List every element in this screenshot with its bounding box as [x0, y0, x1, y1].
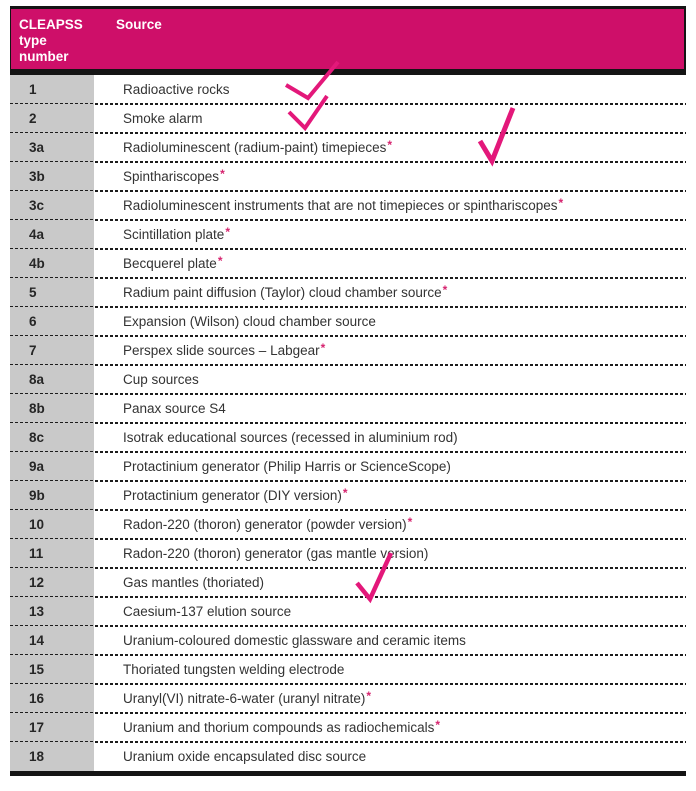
asterisk-marker: *	[220, 166, 225, 181]
source-cell	[94, 307, 686, 336]
source-text: Radon-220 (thoron) generator (powder version)	[123, 517, 407, 532]
type-number-cell: 9b	[10, 481, 94, 510]
source-cell	[94, 539, 686, 568]
type-number-cell: 3b	[10, 162, 94, 191]
table-row	[10, 307, 686, 336]
table-row	[10, 481, 686, 510]
table-row	[10, 75, 686, 104]
table-row	[10, 249, 686, 278]
source-text: Radioactive rocks	[123, 82, 230, 97]
header-cell-source: Source	[116, 17, 162, 32]
source-cell	[94, 481, 686, 510]
table-row	[10, 133, 686, 162]
source-cell	[94, 452, 686, 481]
table-row	[10, 597, 686, 626]
type-number-cell: 18	[10, 742, 94, 771]
table-row	[10, 336, 686, 365]
source-cell	[94, 568, 686, 597]
type-number-cell: 4a	[10, 220, 94, 249]
source-cell	[94, 510, 686, 539]
source-cell	[94, 75, 686, 104]
asterisk-marker: *	[387, 137, 393, 152]
table-row	[10, 568, 686, 597]
source-cell	[94, 597, 686, 626]
table-row	[10, 365, 686, 394]
source-text: Isotrak educational sources (recessed in aluminium rod)	[123, 430, 458, 445]
table-row	[10, 191, 686, 220]
source-cell	[94, 162, 686, 191]
source-cell	[94, 336, 686, 365]
source-cell	[94, 249, 686, 278]
source-text: Scintillation plate	[123, 227, 225, 242]
type-number-cell: 7	[10, 336, 94, 365]
type-number-cell: 16	[10, 684, 94, 713]
type-number-cell: 13	[10, 597, 94, 626]
type-number-cell: 1	[10, 75, 94, 104]
source-cell	[94, 220, 686, 249]
source-cell	[94, 394, 686, 423]
source-text: Cup sources	[123, 372, 199, 387]
type-number-cell: 11	[10, 539, 94, 568]
source-text: Becquerel plate	[123, 256, 217, 271]
asterisk-marker: *	[407, 514, 413, 529]
table-row	[10, 423, 686, 452]
source-cell	[94, 626, 686, 655]
source-text: Expansion (Wilson) cloud chamber source	[123, 314, 376, 329]
source-cell	[94, 742, 686, 771]
table-row	[10, 684, 686, 713]
source-text: Caesium-137 elution source	[123, 604, 292, 619]
table-row	[10, 394, 686, 423]
source-text: Radioluminescent (radium-paint) timepieces	[123, 140, 387, 155]
table-row	[10, 104, 686, 133]
type-number-cell: 9a	[10, 452, 94, 481]
table-header-row	[10, 6, 686, 75]
source-text: Uranium oxide encapsulated disc source	[123, 749, 367, 764]
source-text: Radioluminescent instruments that are not timepieces or spinthariscopes	[123, 198, 558, 213]
type-number-cell: 8c	[10, 423, 94, 452]
source-text: Panax source S4	[123, 401, 226, 416]
table-body	[10, 75, 686, 776]
source-cell	[94, 655, 686, 684]
table-row	[10, 278, 686, 307]
source-text: Uranium-coloured domestic glassware and ceramic items	[123, 633, 466, 648]
source-cell	[94, 104, 686, 133]
source-cell	[94, 133, 686, 162]
table-row	[10, 220, 686, 249]
source-cell	[94, 713, 686, 742]
source-text: Uranium and thorium compounds as radiochemicals	[123, 720, 435, 735]
table-row	[10, 510, 686, 539]
type-number-cell: 14	[10, 626, 94, 655]
source-cell	[94, 684, 686, 713]
source-cell	[94, 191, 686, 220]
table-row	[10, 655, 686, 684]
source-text: Spinthariscopes	[123, 169, 220, 184]
asterisk-marker: *	[320, 340, 326, 355]
source-text: Radon-220 (thoron) generator (gas mantle version)	[123, 546, 429, 561]
type-number-cell: 6	[10, 307, 94, 336]
type-number-cell: 5	[10, 278, 94, 307]
asterisk-marker: *	[342, 485, 348, 500]
asterisk-marker: *	[225, 224, 230, 239]
source-cell	[94, 423, 686, 452]
type-number-cell: 10	[10, 510, 94, 539]
type-number-cell: 4b	[10, 249, 94, 278]
type-number-cell: 8b	[10, 394, 94, 423]
header-cell-type-number: CLEAPSS type number	[19, 17, 83, 64]
type-number-cell: 8a	[10, 365, 94, 394]
type-number-cell: 2	[10, 104, 94, 133]
source-cell	[94, 278, 686, 307]
table-row	[10, 713, 686, 742]
source-text: Protactinium generator (DIY version)	[123, 488, 342, 503]
table-row	[10, 162, 686, 191]
asterisk-marker: *	[558, 195, 564, 210]
type-number-cell: 15	[10, 655, 94, 684]
source-text: Smoke alarm	[123, 111, 203, 126]
table-row	[10, 452, 686, 481]
table-row	[10, 539, 686, 568]
asterisk-marker: *	[366, 688, 371, 703]
type-number-cell: 3c	[10, 191, 94, 220]
asterisk-marker: *	[217, 253, 223, 268]
table-row	[10, 626, 686, 655]
cleapss-source-table	[10, 6, 686, 776]
table-row	[10, 742, 686, 771]
source-text: Gas mantles (thoriated)	[123, 575, 265, 590]
source-cell	[94, 365, 686, 394]
source-text: Radium paint diffusion (Taylor) cloud chamber source	[123, 285, 442, 300]
type-number-cell: 12	[10, 568, 94, 597]
source-text: Thoriated tungsten welding electrode	[123, 662, 345, 677]
type-number-cell: 17	[10, 713, 94, 742]
asterisk-marker: *	[435, 717, 441, 732]
source-text: Uranyl(VI) nitrate-6-water (uranyl nitrate)	[123, 691, 366, 706]
source-text: Protactinium generator (Philip Harris or ScienceScope)	[123, 459, 451, 474]
asterisk-marker: *	[442, 282, 448, 297]
source-text: Perspex slide sources – Labgear	[123, 343, 320, 358]
type-number-cell: 3a	[10, 133, 94, 162]
